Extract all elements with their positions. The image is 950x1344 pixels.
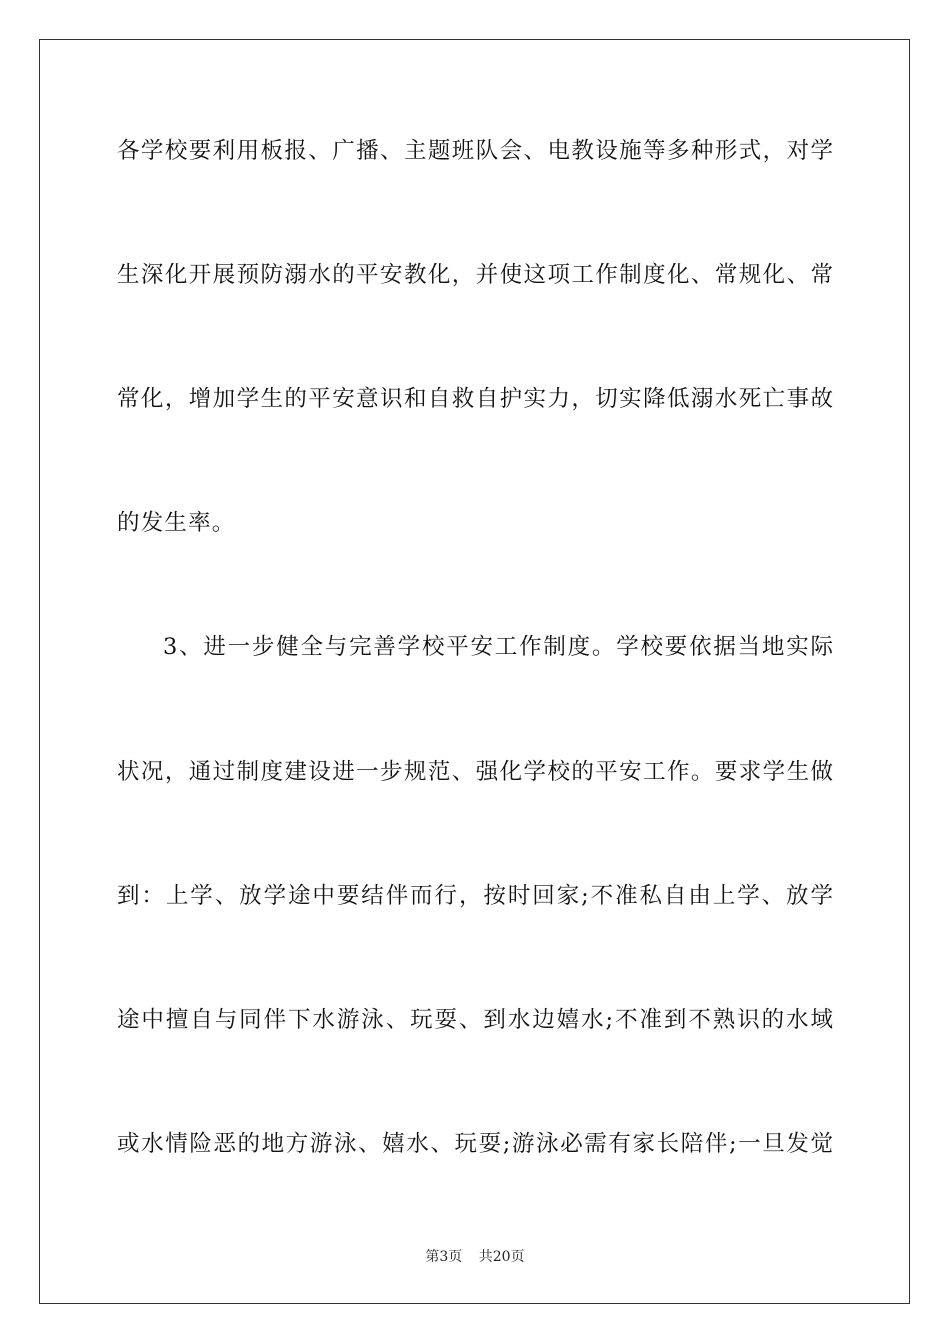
paragraph-line-6: 状况，通过制度建设进一步规范、强化学校的平安工作。要求学生做	[117, 759, 833, 785]
page-border	[39, 39, 910, 1304]
paragraph-line-8: 途中擅自与同伴下水游泳、玩耍、到水边嬉水;不准到不熟识的水域	[117, 1007, 833, 1033]
paragraph-line-7: 到：上学、放学途中要结伴而行，按时回家;不准私自由上学、放学	[117, 883, 833, 909]
paragraph-line-4: 的发生率。	[117, 510, 236, 536]
paragraph-line-5: 3、进一步健全与完善学校平安工作制度。学校要依据当地实际	[163, 634, 833, 660]
page-total: 共20页	[478, 1249, 525, 1265]
paragraph-line-9: 或水情险恶的地方游泳、嬉水、玩耍;游泳必需有家长陪伴;一旦发觉	[117, 1131, 833, 1157]
page-number: 第3页	[425, 1249, 463, 1265]
paragraph-line-2: 生深化开展预防溺水的平安教化，并使这项工作制度化、常规化、常	[117, 262, 833, 288]
paragraph-line-1: 各学校要利用板报、广播、主题班队会、电教设施等多种形式，对学	[117, 138, 833, 164]
paragraph-line-3: 常化，增加学生的平安意识和自救自护实力，切实降低溺水死亡事故	[117, 386, 833, 412]
page-footer	[0, 1248, 950, 1266]
